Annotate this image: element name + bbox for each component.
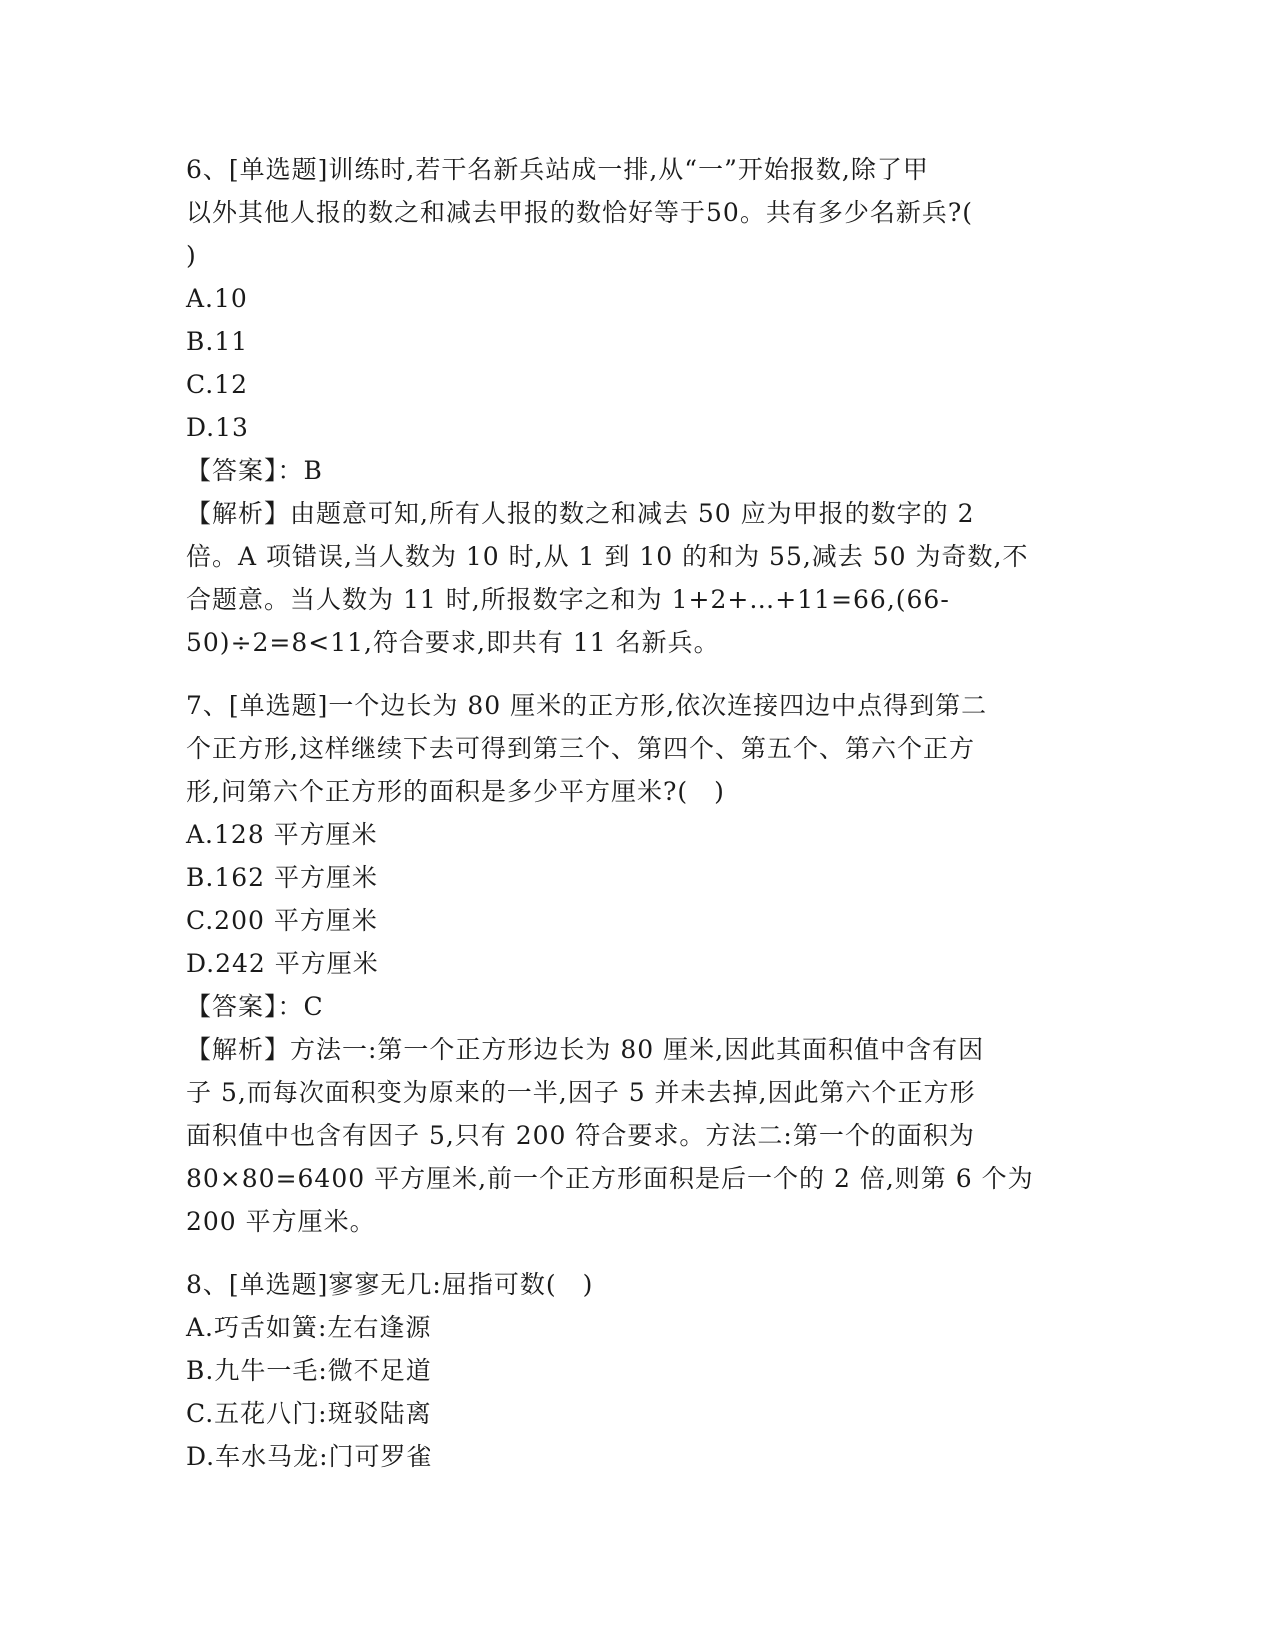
analysis-line: 【解析】由题意可知,所有人报的数之和减去 50 应为甲报的数字的 2 — [186, 499, 975, 528]
question-6 — [186, 148, 1086, 664]
option-a: A.巧舌如簧:左右逢源 — [186, 1313, 432, 1342]
option-b: B.11 — [186, 327, 249, 356]
question-stem-line: 7、[单选题]一个边长为 80 厘米的正方形,依次连接四边中点得到第二 — [186, 691, 988, 720]
question-spacer — [186, 664, 1086, 684]
option-b: B.162 平方厘米 — [186, 863, 378, 892]
analysis-line: 【解析】方法一:第一个正方形边长为 80 厘米,因此其面积值中含有因 — [186, 1035, 985, 1064]
analysis-line: 50)÷2=8<11,符合要求,即共有 11 名新兵。 — [186, 628, 720, 657]
analysis-line: 子 5,而每次面积变为原来的一半,因子 5 并未去掉,因此第六个正方形 — [186, 1078, 976, 1107]
question-stem-line: 8、[单选题]寥寥无几:屈指可数( ) — [186, 1270, 594, 1299]
question-7 — [186, 684, 1086, 1243]
option-c: C.200 平方厘米 — [186, 906, 378, 935]
answer-line: 【答案】：C — [186, 992, 324, 1021]
answer-line: 【答案】：B — [186, 456, 323, 485]
analysis-line: 80×80=6400 平方厘米,前一个正方形面积是后一个的 2 倍,则第 6 个为 — [186, 1164, 1034, 1193]
option-d: D.车水马龙:门可罗雀 — [186, 1442, 433, 1471]
option-d: D.242 平方厘米 — [186, 949, 379, 978]
question-stem-line: ) — [186, 241, 197, 270]
option-c: C.五花八门:斑驳陆离 — [186, 1399, 432, 1428]
option-a: A.10 — [186, 284, 248, 313]
analysis-line: 200 平方厘米。 — [186, 1207, 376, 1236]
question-stem-line: 以外其他人报的数之和减去甲报的数恰好等于50。共有多少名新兵?( — [186, 198, 973, 227]
option-b: B.九牛一毛:微不足道 — [186, 1356, 432, 1385]
question-spacer — [186, 1243, 1086, 1263]
question-stem-line: 个正方形,这样继续下去可得到第三个、第四个、第五个、第六个正方 — [186, 734, 975, 763]
analysis-line: 面积值中也含有因子 5,只有 200 符合要求。方法二:第一个的面积为 — [186, 1121, 975, 1150]
question-stem-line: 6、[单选题]训练时,若干名新兵站成一排,从“一”开始报数,除了甲 — [186, 155, 929, 184]
question-list — [186, 148, 1086, 1478]
option-c: C.12 — [186, 370, 248, 399]
question-stem-line: 形,问第六个正方形的面积是多少平方厘米?( ) — [186, 777, 725, 806]
analysis-line: 倍。A 项错误,当人数为 10 时,从 1 到 10 的和为 55,减去 50 为奇数,不 — [186, 542, 1029, 571]
option-a: A.128 平方厘米 — [186, 820, 378, 849]
question-8 — [186, 1263, 1086, 1478]
analysis-line: 合题意。当人数为 11 时,所报数字之和为 1+2+…+11=66,(66- — [186, 585, 950, 614]
option-d: D.13 — [186, 413, 249, 442]
